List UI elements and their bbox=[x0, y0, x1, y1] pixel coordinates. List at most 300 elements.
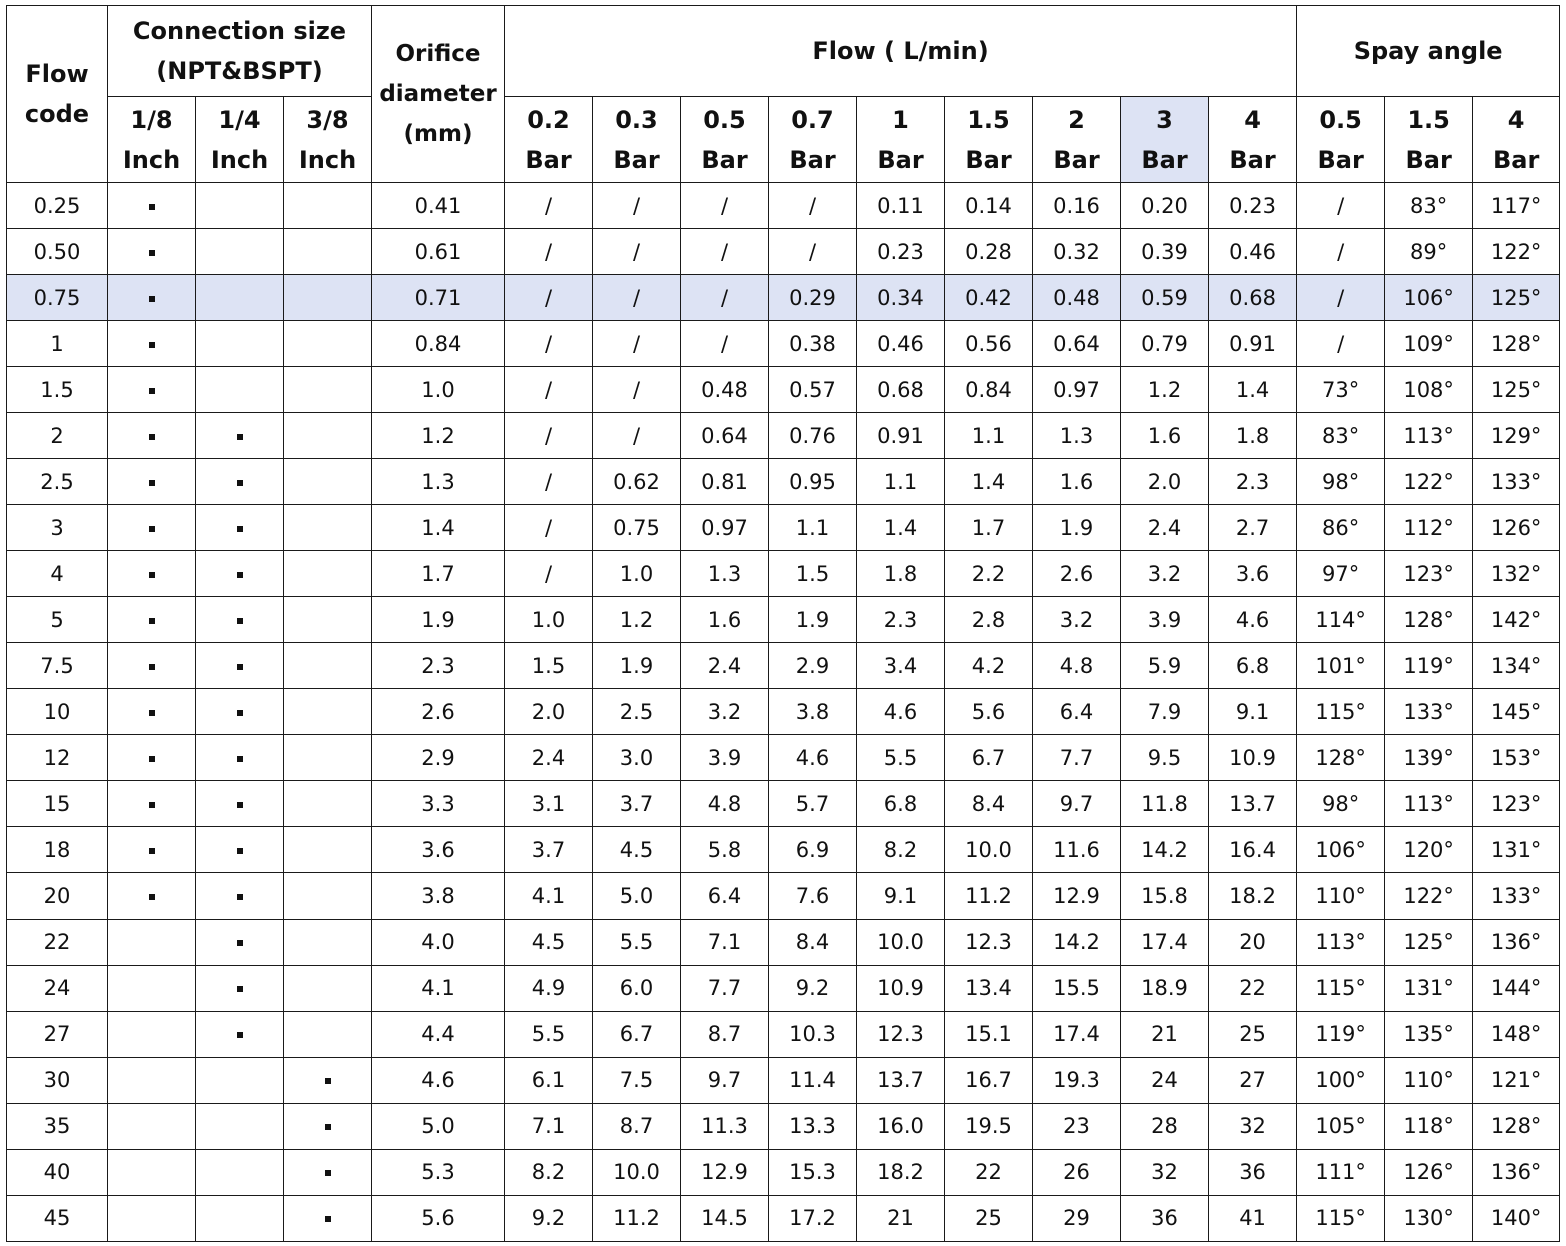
flow-cell: 17.2 bbox=[769, 1195, 857, 1241]
bullet-icon bbox=[149, 848, 155, 854]
angle-cell: 125° bbox=[1473, 275, 1560, 321]
connection-cell bbox=[196, 735, 284, 781]
angle-cell: 113° bbox=[1385, 413, 1473, 459]
table-row bbox=[7, 689, 1560, 735]
table-row bbox=[7, 459, 1560, 505]
orifice-cell: 2.9 bbox=[372, 735, 505, 781]
bullet-icon bbox=[237, 848, 243, 854]
flow-code-cell: 30 bbox=[7, 1057, 108, 1103]
flow-cell: 2.7 bbox=[1209, 505, 1297, 551]
flow-cell: 25 bbox=[1209, 1011, 1297, 1057]
flow-cell: 2.5 bbox=[593, 689, 681, 735]
angle-cell: 148° bbox=[1473, 1011, 1560, 1057]
flow-cell: 11.8 bbox=[1121, 781, 1209, 827]
flow-cell: / bbox=[505, 551, 593, 597]
bullet-icon bbox=[149, 802, 155, 808]
flow-code-cell: 3 bbox=[7, 505, 108, 551]
flow-cell: 4.6 bbox=[1209, 597, 1297, 643]
flow-cell: / bbox=[505, 183, 593, 229]
table-row bbox=[7, 1011, 1560, 1057]
flow-cell: 0.38 bbox=[769, 321, 857, 367]
connection-cell bbox=[284, 1103, 372, 1149]
flow-cell: 23 bbox=[1033, 1103, 1121, 1149]
flow-cell: 2.2 bbox=[945, 551, 1033, 597]
flow-cell: 15.5 bbox=[1033, 965, 1121, 1011]
flow-cell: 41 bbox=[1209, 1195, 1297, 1241]
flow-cell: 0.34 bbox=[857, 275, 945, 321]
orifice-cell: 0.41 bbox=[372, 183, 505, 229]
flow-cell: 3.7 bbox=[505, 827, 593, 873]
angle-cell: 115° bbox=[1297, 965, 1385, 1011]
flow-cell: 9.2 bbox=[769, 965, 857, 1011]
flow-cell: 10.3 bbox=[769, 1011, 857, 1057]
table-row bbox=[7, 505, 1560, 551]
flow-pressure-header-cell: 0.2 Bar bbox=[505, 97, 593, 183]
flow-cell: 1.2 bbox=[1121, 367, 1209, 413]
flow-cell: 0.56 bbox=[945, 321, 1033, 367]
angle-cell: 101° bbox=[1297, 643, 1385, 689]
connection-cell bbox=[108, 505, 196, 551]
flow-cell: 4.5 bbox=[593, 827, 681, 873]
flow-cell: 19.3 bbox=[1033, 1057, 1121, 1103]
angle-cell: 98° bbox=[1297, 781, 1385, 827]
flow-cell: 11.2 bbox=[945, 873, 1033, 919]
flow-cell: 3.9 bbox=[681, 735, 769, 781]
angle-cell: / bbox=[1297, 229, 1385, 275]
orifice-cell: 3.6 bbox=[372, 827, 505, 873]
flow-cell: / bbox=[593, 275, 681, 321]
connection-cell bbox=[196, 413, 284, 459]
flow-cell: 11.3 bbox=[681, 1103, 769, 1149]
flow-cell: 15.3 bbox=[769, 1149, 857, 1195]
connection-cell bbox=[284, 183, 372, 229]
flow-cell: 0.46 bbox=[1209, 229, 1297, 275]
flow-cell: 22 bbox=[1209, 965, 1297, 1011]
connection-cell bbox=[284, 597, 372, 643]
flow-cell: 8.4 bbox=[945, 781, 1033, 827]
flow-cell: 25 bbox=[945, 1195, 1033, 1241]
flow-cell: 13.4 bbox=[945, 965, 1033, 1011]
connection-cell bbox=[108, 183, 196, 229]
connection-cell bbox=[196, 597, 284, 643]
bullet-icon bbox=[325, 1078, 331, 1084]
flow-cell: 1.0 bbox=[593, 551, 681, 597]
flow-pressure-header-cell: 0.3 Bar bbox=[593, 97, 681, 183]
connection-cell bbox=[108, 229, 196, 275]
angle-cell: 119° bbox=[1297, 1011, 1385, 1057]
table-row bbox=[7, 1057, 1560, 1103]
bullet-icon bbox=[237, 756, 243, 762]
angle-cell: 97° bbox=[1297, 551, 1385, 597]
angle-cell: 122° bbox=[1385, 873, 1473, 919]
flow-cell: 0.64 bbox=[681, 413, 769, 459]
flow-cell: 0.16 bbox=[1033, 183, 1121, 229]
connection-cell bbox=[196, 643, 284, 689]
orifice-cell: 2.3 bbox=[372, 643, 505, 689]
flow-cell: 6.7 bbox=[593, 1011, 681, 1057]
flow-code-cell: 0.75 bbox=[7, 275, 108, 321]
flow-code-cell: 12 bbox=[7, 735, 108, 781]
orifice-cell: 4.1 bbox=[372, 965, 505, 1011]
connection-cell bbox=[108, 597, 196, 643]
flow-cell: 6.4 bbox=[1033, 689, 1121, 735]
angle-cell: 106° bbox=[1297, 827, 1385, 873]
bullet-icon bbox=[237, 572, 243, 578]
flow-cell: 14.2 bbox=[1121, 827, 1209, 873]
flow-cell: / bbox=[593, 413, 681, 459]
table-row bbox=[7, 229, 1560, 275]
flow-cell: 0.68 bbox=[857, 367, 945, 413]
flow-cell: 5.8 bbox=[681, 827, 769, 873]
flow-cell: 15.8 bbox=[1121, 873, 1209, 919]
bullet-icon bbox=[325, 1170, 331, 1176]
flow-cell: 13.7 bbox=[1209, 781, 1297, 827]
flow-cell: 3.2 bbox=[1121, 551, 1209, 597]
flow-cell: 5.7 bbox=[769, 781, 857, 827]
bullet-icon bbox=[149, 388, 155, 394]
flow-cell: 4.5 bbox=[505, 919, 593, 965]
table-row bbox=[7, 735, 1560, 781]
angle-cell: 110° bbox=[1385, 1057, 1473, 1103]
flow-cell: 2.3 bbox=[857, 597, 945, 643]
flow-cell: 0.23 bbox=[1209, 183, 1297, 229]
flow-cell: 0.29 bbox=[769, 275, 857, 321]
table-row bbox=[7, 643, 1560, 689]
angle-cell: 140° bbox=[1473, 1195, 1560, 1241]
connection-cell bbox=[196, 873, 284, 919]
flow-cell: 0.46 bbox=[857, 321, 945, 367]
table-row bbox=[7, 919, 1560, 965]
angle-cell: 86° bbox=[1297, 505, 1385, 551]
bullet-icon bbox=[237, 618, 243, 624]
flow-code-cell: 2 bbox=[7, 413, 108, 459]
connection-cell bbox=[284, 413, 372, 459]
flow-cell: 21 bbox=[1121, 1011, 1209, 1057]
bullet-icon bbox=[149, 756, 155, 762]
flow-pressure-header-cell: 2 Bar bbox=[1033, 97, 1121, 183]
flow-cell: 27 bbox=[1209, 1057, 1297, 1103]
connection-cell bbox=[108, 919, 196, 965]
connection-cell bbox=[284, 643, 372, 689]
flow-cell: 3.8 bbox=[769, 689, 857, 735]
flow-cell: 11.6 bbox=[1033, 827, 1121, 873]
flow-cell: 4.9 bbox=[505, 965, 593, 1011]
flow-cell: / bbox=[505, 413, 593, 459]
angle-cell: 139° bbox=[1385, 735, 1473, 781]
flow-cell: / bbox=[593, 321, 681, 367]
orifice-cell: 3.3 bbox=[372, 781, 505, 827]
flow-header: Flow ( L/min) bbox=[505, 6, 1297, 97]
table-row bbox=[7, 597, 1560, 643]
flow-cell: 4.6 bbox=[769, 735, 857, 781]
bullet-icon bbox=[237, 1032, 243, 1038]
angle-cell: 125° bbox=[1473, 367, 1560, 413]
angle-cell: 113° bbox=[1385, 781, 1473, 827]
flow-cell: 2.4 bbox=[681, 643, 769, 689]
orifice-cell: 3.8 bbox=[372, 873, 505, 919]
flow-cell: 7.7 bbox=[681, 965, 769, 1011]
angle-cell: 119° bbox=[1385, 643, 1473, 689]
flow-cell: 20 bbox=[1209, 919, 1297, 965]
flow-cell: 3.2 bbox=[1033, 597, 1121, 643]
connection-cell bbox=[196, 1103, 284, 1149]
flow-cell: 0.76 bbox=[769, 413, 857, 459]
bullet-icon bbox=[237, 526, 243, 532]
connection-cell bbox=[196, 919, 284, 965]
connection-cell bbox=[108, 551, 196, 597]
angle-cell: 126° bbox=[1385, 1149, 1473, 1195]
flow-pressure-header-cell: 3 Bar bbox=[1121, 97, 1209, 183]
angle-cell: 128° bbox=[1473, 1103, 1560, 1149]
flow-cell: 16.0 bbox=[857, 1103, 945, 1149]
flow-cell: 36 bbox=[1209, 1149, 1297, 1195]
flow-cell: 2.0 bbox=[1121, 459, 1209, 505]
flow-cell: 6.7 bbox=[945, 735, 1033, 781]
flow-cell: 6.0 bbox=[593, 965, 681, 1011]
angle-cell: 133° bbox=[1473, 459, 1560, 505]
bullet-icon bbox=[149, 434, 155, 440]
bullet-icon bbox=[149, 250, 155, 256]
angle-cell: 89° bbox=[1385, 229, 1473, 275]
connection-cell bbox=[108, 1195, 196, 1241]
flow-cell: 0.91 bbox=[857, 413, 945, 459]
connection-cell bbox=[108, 827, 196, 873]
flow-cell: 12.9 bbox=[681, 1149, 769, 1195]
angle-cell: 128° bbox=[1473, 321, 1560, 367]
bullet-icon bbox=[149, 710, 155, 716]
flow-cell: 8.2 bbox=[857, 827, 945, 873]
flow-cell: 0.42 bbox=[945, 275, 1033, 321]
angle-cell: 129° bbox=[1473, 413, 1560, 459]
bullet-icon bbox=[149, 572, 155, 578]
bullet-icon bbox=[237, 434, 243, 440]
flow-cell: 1.7 bbox=[945, 505, 1033, 551]
flow-cell: 17.4 bbox=[1121, 919, 1209, 965]
flow-cell: 1.9 bbox=[1033, 505, 1121, 551]
flow-pressure-header-cell: 4 Bar bbox=[1209, 97, 1297, 183]
bullet-icon bbox=[237, 894, 243, 900]
connection-cell bbox=[196, 321, 284, 367]
flow-cell: 5.9 bbox=[1121, 643, 1209, 689]
connection-cell bbox=[196, 367, 284, 413]
angle-cell: 83° bbox=[1297, 413, 1385, 459]
orifice-cell: 5.3 bbox=[372, 1149, 505, 1195]
flow-code-cell: 5 bbox=[7, 597, 108, 643]
bullet-icon bbox=[149, 618, 155, 624]
flow-cell: 5.0 bbox=[593, 873, 681, 919]
flow-cell: 1.3 bbox=[1033, 413, 1121, 459]
flow-cell: 13.3 bbox=[769, 1103, 857, 1149]
connection-cell bbox=[284, 873, 372, 919]
flow-cell: 3.9 bbox=[1121, 597, 1209, 643]
flow-cell: 5.5 bbox=[505, 1011, 593, 1057]
flow-cell: 10.9 bbox=[1209, 735, 1297, 781]
flow-cell: 8.7 bbox=[593, 1103, 681, 1149]
flow-pressure-header-cell: 0.7 Bar bbox=[769, 97, 857, 183]
flow-cell: 7.9 bbox=[1121, 689, 1209, 735]
flow-cell: 7.1 bbox=[681, 919, 769, 965]
orifice-cell: 4.0 bbox=[372, 919, 505, 965]
connection-cell bbox=[108, 689, 196, 735]
flow-cell: 0.39 bbox=[1121, 229, 1209, 275]
flow-cell: 8.2 bbox=[505, 1149, 593, 1195]
flow-cell: 1.6 bbox=[681, 597, 769, 643]
orifice-cell: 1.4 bbox=[372, 505, 505, 551]
angle-cell: / bbox=[1297, 275, 1385, 321]
flow-code-cell: 15 bbox=[7, 781, 108, 827]
connection-cell bbox=[108, 735, 196, 781]
flow-cell: 7.6 bbox=[769, 873, 857, 919]
flow-cell: 1.9 bbox=[769, 597, 857, 643]
flow-cell: 1.4 bbox=[1209, 367, 1297, 413]
angle-cell: 122° bbox=[1385, 459, 1473, 505]
flow-cell: / bbox=[593, 229, 681, 275]
flow-code-cell: 40 bbox=[7, 1149, 108, 1195]
flow-cell: 0.28 bbox=[945, 229, 1033, 275]
flow-cell: 3.1 bbox=[505, 781, 593, 827]
flow-cell: 0.91 bbox=[1209, 321, 1297, 367]
connection-cell bbox=[108, 781, 196, 827]
orifice-cell: 1.3 bbox=[372, 459, 505, 505]
table-row bbox=[7, 321, 1560, 367]
flow-cell: 1.4 bbox=[857, 505, 945, 551]
angle-cell: 136° bbox=[1473, 1149, 1560, 1195]
flow-cell: 9.1 bbox=[857, 873, 945, 919]
flow-code-cell: 45 bbox=[7, 1195, 108, 1241]
angle-cell: 133° bbox=[1473, 873, 1560, 919]
flow-cell: 15.1 bbox=[945, 1011, 1033, 1057]
orifice-cell: 5.6 bbox=[372, 1195, 505, 1241]
flow-code-cell: 10 bbox=[7, 689, 108, 735]
flow-cell: 13.7 bbox=[857, 1057, 945, 1103]
angle-cell: 111° bbox=[1297, 1149, 1385, 1195]
connection-cell bbox=[196, 183, 284, 229]
flow-cell: 2.8 bbox=[945, 597, 1033, 643]
flow-code-cell: 0.50 bbox=[7, 229, 108, 275]
angle-cell: 153° bbox=[1473, 735, 1560, 781]
flow-cell: 4.1 bbox=[505, 873, 593, 919]
flow-cell: 32 bbox=[1209, 1103, 1297, 1149]
flow-cell: 12.3 bbox=[857, 1011, 945, 1057]
connection-size-header-cell: 1/4 Inch bbox=[196, 97, 284, 183]
flow-cell: / bbox=[769, 229, 857, 275]
bullet-icon bbox=[237, 986, 243, 992]
orifice-cell: 1.0 bbox=[372, 367, 505, 413]
bullet-icon bbox=[149, 894, 155, 900]
connection-cell bbox=[284, 735, 372, 781]
flow-cell: 9.5 bbox=[1121, 735, 1209, 781]
connection-cell bbox=[284, 275, 372, 321]
flow-cell: 1.6 bbox=[1121, 413, 1209, 459]
flow-cell: 10.0 bbox=[593, 1149, 681, 1195]
flow-cell: 2.0 bbox=[505, 689, 593, 735]
flow-cell: 0.75 bbox=[593, 505, 681, 551]
flow-cell: 28 bbox=[1121, 1103, 1209, 1149]
flow-cell: / bbox=[593, 367, 681, 413]
connection-cell bbox=[284, 551, 372, 597]
angle-cell: 128° bbox=[1297, 735, 1385, 781]
flow-pressure-header-cell: 1 Bar bbox=[857, 97, 945, 183]
angle-cell: 142° bbox=[1473, 597, 1560, 643]
orifice-cell: 1.2 bbox=[372, 413, 505, 459]
orifice-cell: 0.84 bbox=[372, 321, 505, 367]
flow-cell: 3.7 bbox=[593, 781, 681, 827]
flow-cell: 0.68 bbox=[1209, 275, 1297, 321]
connection-cell bbox=[108, 1011, 196, 1057]
angle-cell: 122° bbox=[1473, 229, 1560, 275]
flow-code-cell: 0.25 bbox=[7, 183, 108, 229]
angle-cell: 126° bbox=[1473, 505, 1560, 551]
flow-code-cell: 22 bbox=[7, 919, 108, 965]
connection-size-header-cell: 1/8 Inch bbox=[108, 97, 196, 183]
table-row bbox=[7, 275, 1560, 321]
flow-cell: 0.23 bbox=[857, 229, 945, 275]
orifice-cell: 0.61 bbox=[372, 229, 505, 275]
flow-cell: / bbox=[593, 183, 681, 229]
connection-cell bbox=[108, 321, 196, 367]
angle-cell: 73° bbox=[1297, 367, 1385, 413]
bullet-icon bbox=[237, 940, 243, 946]
flow-cell: 1.5 bbox=[505, 643, 593, 689]
angle-pressure-header-cell: 0.5 Bar bbox=[1297, 97, 1385, 183]
flow-cell: 10.0 bbox=[945, 827, 1033, 873]
flow-cell: 0.97 bbox=[681, 505, 769, 551]
connection-cell bbox=[196, 505, 284, 551]
bullet-icon bbox=[149, 480, 155, 486]
angle-cell: 108° bbox=[1385, 367, 1473, 413]
connection-size-header-cell: 3/8 Inch bbox=[284, 97, 372, 183]
connection-cell bbox=[108, 1103, 196, 1149]
connection-cell bbox=[284, 459, 372, 505]
flow-cell: / bbox=[681, 275, 769, 321]
flow-cell: 1.5 bbox=[769, 551, 857, 597]
angle-cell: 105° bbox=[1297, 1103, 1385, 1149]
flow-code-header: Flow code bbox=[7, 6, 108, 183]
flow-cell: 0.81 bbox=[681, 459, 769, 505]
angle-cell: 136° bbox=[1473, 919, 1560, 965]
flow-cell: 7.7 bbox=[1033, 735, 1121, 781]
flow-cell: 7.1 bbox=[505, 1103, 593, 1149]
angle-cell: / bbox=[1297, 183, 1385, 229]
orifice-cell: 2.6 bbox=[372, 689, 505, 735]
flow-cell: 24 bbox=[1121, 1057, 1209, 1103]
angle-cell: 98° bbox=[1297, 459, 1385, 505]
angle-cell: 113° bbox=[1297, 919, 1385, 965]
orifice-cell: 1.9 bbox=[372, 597, 505, 643]
connection-cell bbox=[284, 321, 372, 367]
flow-cell: 36 bbox=[1121, 1195, 1209, 1241]
flow-pressure-header-cell: 1.5 Bar bbox=[945, 97, 1033, 183]
flow-cell: / bbox=[505, 505, 593, 551]
flow-cell: 14.5 bbox=[681, 1195, 769, 1241]
flow-code-cell: 7.5 bbox=[7, 643, 108, 689]
connection-cell bbox=[284, 367, 372, 413]
flow-cell: 11.2 bbox=[593, 1195, 681, 1241]
table-row bbox=[7, 873, 1560, 919]
angle-cell: 133° bbox=[1385, 689, 1473, 735]
angle-cell: / bbox=[1297, 321, 1385, 367]
bullet-icon bbox=[237, 710, 243, 716]
flow-cell: 9.7 bbox=[681, 1057, 769, 1103]
bullet-icon bbox=[237, 802, 243, 808]
flow-cell: 0.95 bbox=[769, 459, 857, 505]
connection-cell bbox=[196, 1057, 284, 1103]
angle-cell: 144° bbox=[1473, 965, 1560, 1011]
connection-cell bbox=[196, 551, 284, 597]
bullet-icon bbox=[237, 480, 243, 486]
connection-cell bbox=[108, 367, 196, 413]
table-row bbox=[7, 367, 1560, 413]
